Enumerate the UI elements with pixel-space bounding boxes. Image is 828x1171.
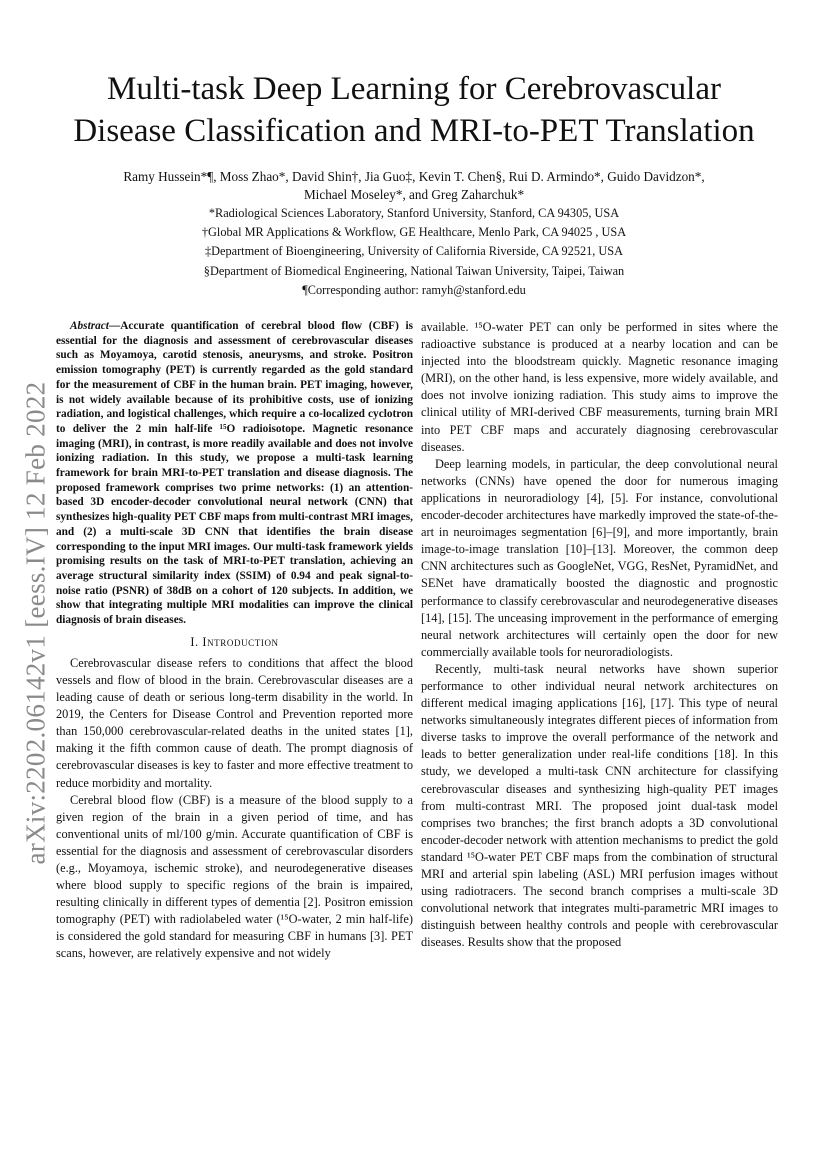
abstract <box>56 319 413 628</box>
affiliations <box>60 204 768 300</box>
affiliation: §Department of Biomedical Engineering, National Taiwan University, Taipei, Taiwan <box>203 263 625 278</box>
section-heading-introduction: I. Introduction <box>190 634 279 649</box>
left-column <box>56 319 413 963</box>
arxiv-stamp <box>10 358 62 888</box>
affiliation: *Radiological Sciences Laboratory, Stanford University, Stanford, CA 94305, USA <box>208 206 620 220</box>
paragraph: available. ¹⁵O-water PET can only be performed in sites where the radioactive substance is produced at a nearby location and can be injected into the bloodstream quickly. Magnetic resonance imaging (MRI), on the other hand, is less expensive, more widely available, and does not involve ionizing radiation. This study aims to improve the clinical utility of MRI-derived CBF measurements, turning brain MRI into PET CBF maps and accurately diagnosing cerebrovascular diseases. <box>421 320 778 454</box>
author-list <box>60 168 768 204</box>
corresponding-author: ¶Corresponding author: ramyh@stanford.edu <box>302 282 526 297</box>
paragraph: Cerebrovascular disease refers to conditions that affect the blood vessels and flow of blood in the brain. Cerebrovascular diseases are a leading cause of death or serious long-term disability in the world. In 2019, the Centers for Disease Control and Prevention reported more than 150,000 cerebrovascular-related deaths in the united states [1], making it the fifth common cause of death. The prompt diagnosis of cerebrovascular diseases is key to faster and more effective treatment to reduce morbidity and mortality. <box>56 655 413 790</box>
title-line-1: Multi-task Deep Learning for Cerebrovascular <box>107 71 721 107</box>
authors-line-1: Ramy Hussein*¶, Moss Zhao*, David Shin†, Jia Guo‡, Kevin T. Chen§, Rui D. Armindo*, Guido Davidzon*, <box>123 169 705 184</box>
abstract-text: —Accurate quantification of cerebral blood flow (CBF) is essential for the diagnosis and assessment of cerebrovascular diseases such as Moyamoya, carotid stenosis, aneurysms, and stroke. Positron emission tomography (PET) is currently regarded as the gold standard for the measurement of CBF in the human brain. PET imaging, however, is not widely available because of its prohibitive costs, use of ionizing radiation, and logistical challenges, which require a co-localized cyclotron to deliver the 2 min half-life ¹⁵O radioisotope. Magnetic resonance imaging (MRI), in contrast, is more readily available and does not involve ionizing radiation. In this study, we propose a multi-task learning framework for brain MRI-to-PET translation and disease diagnosis. The proposed framework comprises two prime networks: (1) an attention-based 3D encoder-decoder convolutional neural network (CNN) that synthesizes high-quality PET CBF maps from multi-contrast MRI images, and (2) a multi-scale 3D CNN that identifies the brain disease corresponding to the input MRI images. Our multi-task framework yields promising results on the task of MRI-to-PET translation, achieving an average structural similarity index (SSIM) of 0.94 and peak signal-to-noise ratio (PSNR) of 38dB on a cohort of 120 subjects. In addition, we show that integrating multiple MRI modalities can improve the clinical diagnosis of brain diseases. <box>56 320 413 627</box>
right-column <box>421 319 778 951</box>
affiliation: †Global MR Applications & Workflow, GE Healthcare, Menlo Park, CA 94025 , USA <box>201 225 627 240</box>
paragraph: Recently, multi-task neural networks have shown superior performance to other individual neural network architectures on different medical imaging applications [16], [17]. This type of neural networks simultaneously integrates different pieces of information from diverse tasks to improve the overall performance of the network and leads to better generalization under real-life conditions [18]. In this study, we developed a multi-task CNN architecture for classifying cerebrovascular diseases and synthesizing high-quality PET images from multi-contrast MRI. The proposed joint dual-task model comprises two branches; the first branch adopts a 3D convolutional encoder-decoder network with attention mechanisms to predict the gold standard ¹⁵O-water PET CBF maps from the combination of structural MRI and arterial spin labeling (ASL) MRI perfusion images without using radiotracers. The second branch comprises a multi-scale 3D convolutional network that integrates multi-parametric MRI images to distinguish between healthy controls and people with cerebrovascular diseases. Results show that the proposed <box>421 661 778 950</box>
affiliation: ‡Department of Bioengineering, University of California Riverside, CA 92521, USA <box>204 244 624 259</box>
abstract-lead: Abstract <box>70 320 109 332</box>
paragraph: Deep learning models, in particular, the deep convolutional neural networks (CNNs) have opened the door for numerous imaging applications in neuroradiology [4], [5]. For instance, convolutional encoder-decoder architectures have markedly improved the state-of-the-art in neuroimages segmentation [6]–[9], and more importantly, brain image-to-image translation [10]–[13]. Moreover, the common deep CNN architectures such as GoogleNet, VGG, ResNet, PyramidNet, and SENet have dramatically boosted the diagnostic and prognostic performance to classify cerebrovascular and neurodegenerative diseases [14], [15]. The unceasing improvement in the performance of emerging neural network architectures will certainly open the door for new commercially available tools for neuroradiologists. <box>421 456 778 659</box>
title-line-2: Disease Classification and MRI-to-PET Translation <box>73 113 755 149</box>
authors-line-2: Michael Moseley*, and Greg Zaharchuk* <box>303 187 525 202</box>
arxiv-stamp-text: arXiv:2202.06142v1 [eess.IV] 12 Feb 2022 <box>20 381 51 865</box>
paper-title <box>60 68 768 152</box>
paragraph: Cerebral blood flow (CBF) is a measure of the blood supply to a given region of the brain in a given period of time, and has conventional units of ml/100 g/min. Accurate quantification of CBF is essential for the diagnosis and assessment of cerebrovascular disorders (e.g., Moyamoya, ischemic stroke), and neurodegenerative diseases where blood supply to specific regions of the brain is impaired, resulting clinically in different types of dementia [2]. Positron emission tomography (PET) with radiolabeled water (¹⁵O-water, 2 min half-life) is considered the gold standard for measuring CBF in humans [3]. PET scans, however, are relatively expensive and not widely <box>56 792 413 961</box>
